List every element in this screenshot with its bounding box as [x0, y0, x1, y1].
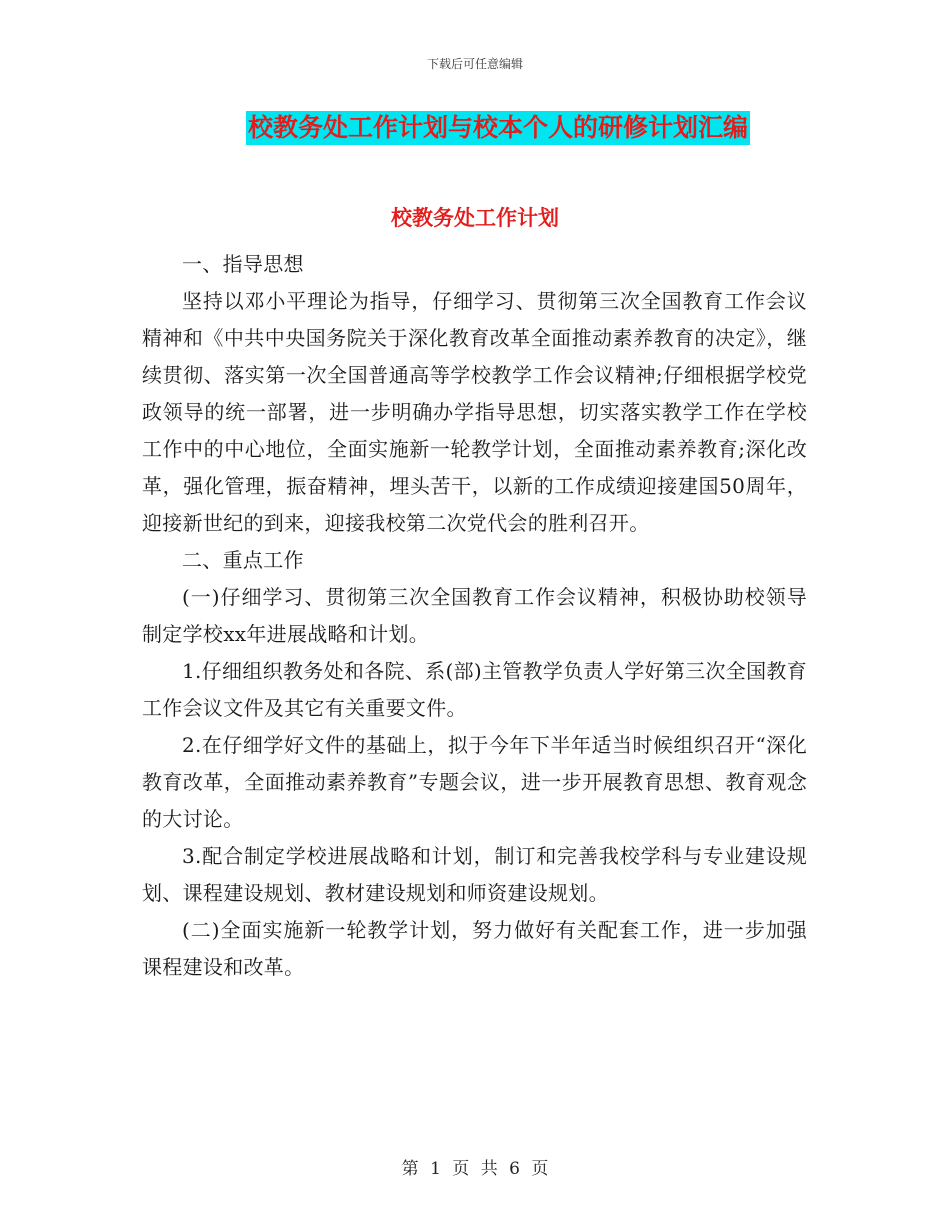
paragraph-key-work-1: (一)仔细学习、贯彻第三次全国教育工作会议精神，积极协助校领导制定学校xx年进展战略和计划。: [142, 585, 807, 646]
paragraph-item-2: 2.在仔细学好文件的基础上，拟于今年下半年适当时候组织召开“深化教育改革，全面推动素养教育”专题会议，进一步开展教育思想、教育观念的大讨论。: [142, 733, 807, 831]
paragraph-item-1: 1.仔细组织教务处和各院、系(部)主管教学负责人学好第三次全国教育工作会议文件及其它有关重要文件。: [142, 659, 807, 720]
heading-key-work: 二、重点工作: [182, 548, 304, 572]
heading-guiding-ideology: 一、指导思想: [182, 252, 304, 276]
paragraph-item-3: 3.配合制定学校进展战略和计划，制订和完善我校学科与专业建设规划、课程建设规划、教材建设规划和师资建设规划。: [142, 844, 807, 905]
header-note: 下载后可任意编辑: [426, 57, 523, 71]
paragraph-key-work-2: (二)全面实施新一轮教学计划，努力做好有关配套工作，进一步加强课程建设和改革。: [142, 918, 807, 979]
paragraph-guiding-ideology: 坚持以邓小平理论为指导，仔细学习、贯彻第三次全国教育工作会议精神和《中共中央国务院关于深化教育改革全面推动素养教育的决定》，继续贯彻、落实第一次全国普通高等学校教学工作会议精神;仔细根据学校党政领导的统一部署，进一步明确办学指导思想，切实落实教学工作在学校工作中的中心地位，全面实施新一轮教学计划，全面推动素养教育;深化改革，强化管理，振奋精神，埋头苦干，以新的工作成绩迎接建国50周年，迎接新世纪的到来，迎接我校第二次党代会的胜利召开。: [142, 289, 807, 535]
document-body: [142, 246, 807, 986]
main-title: 校教务处工作计划与校本个人的研修计划汇编: [246, 111, 750, 145]
section-title: 校教务处工作计划: [391, 206, 559, 230]
main-title-wrap: [0, 111, 950, 145]
page-footer: 第 1 页 共 6 页: [401, 1159, 549, 1179]
